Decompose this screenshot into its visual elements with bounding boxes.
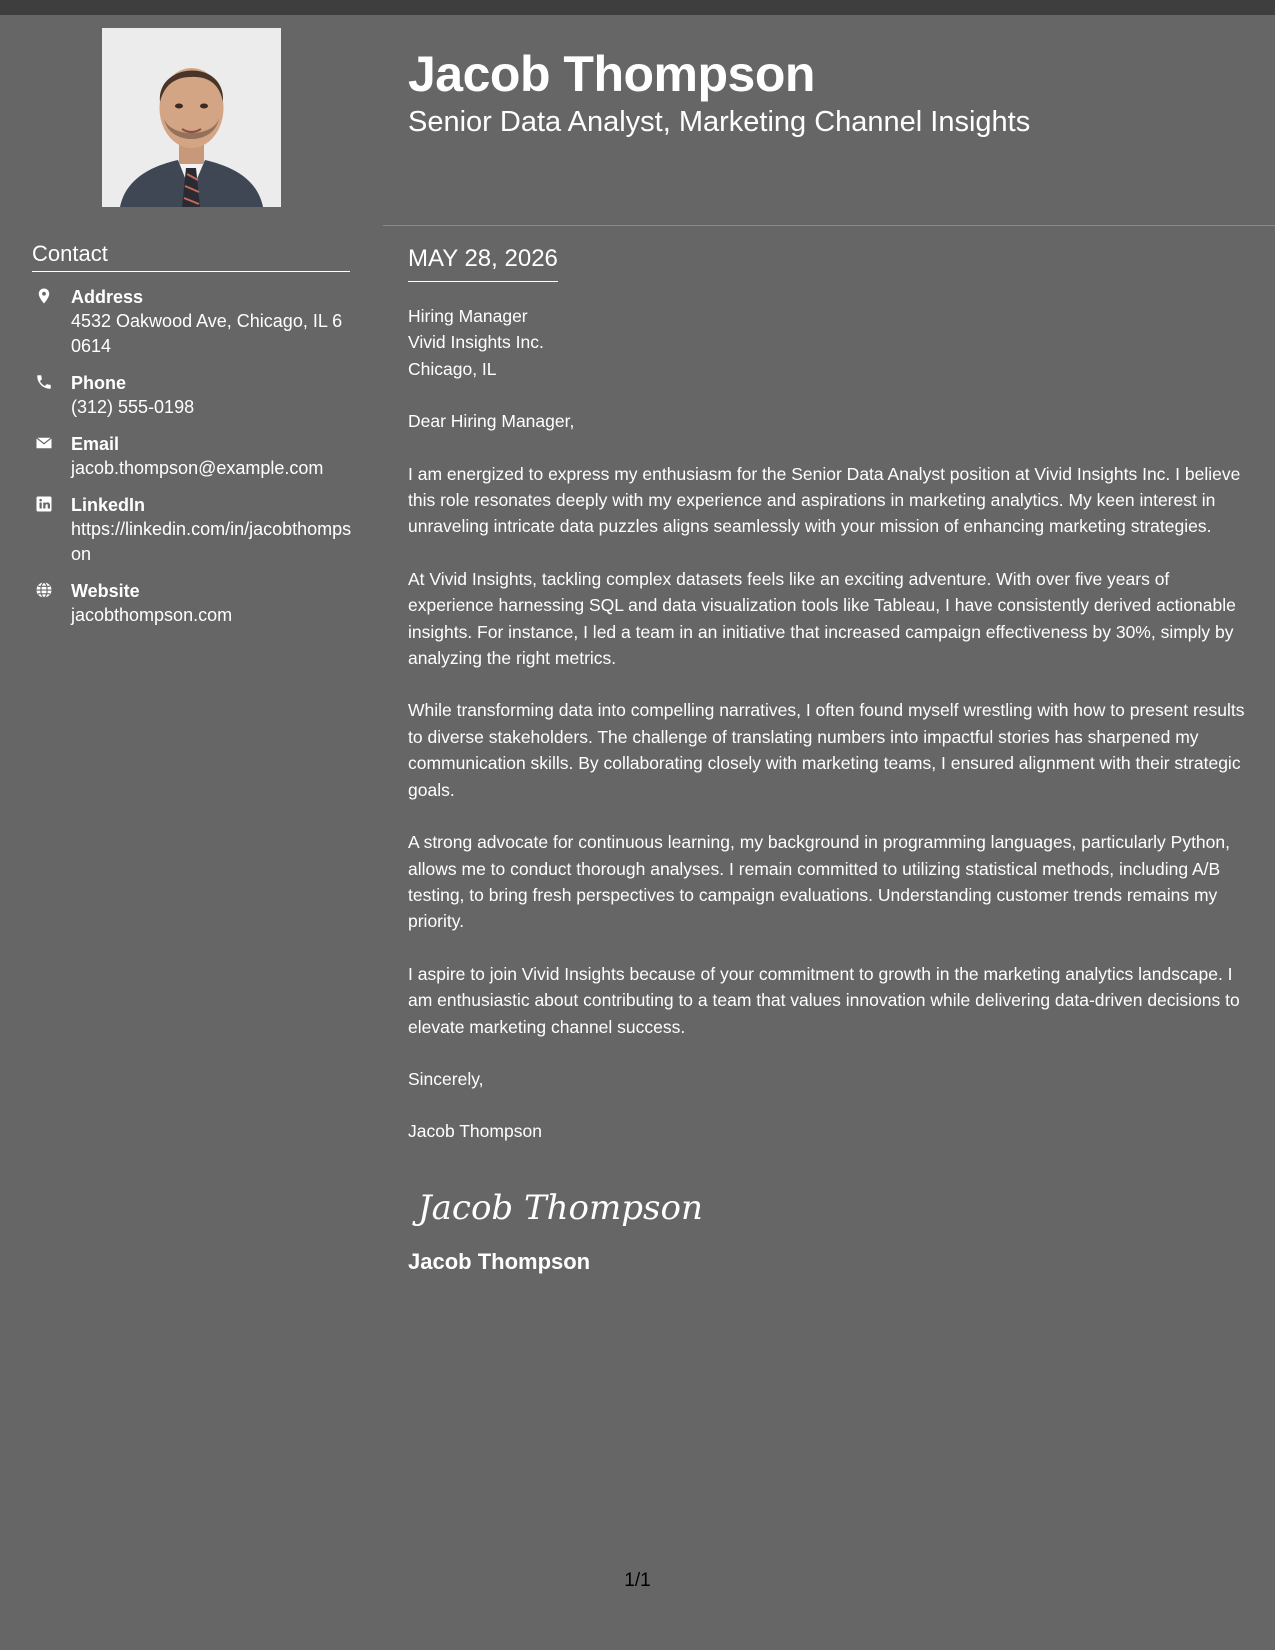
signoff-name: Jacob Thompson xyxy=(408,1121,542,1142)
letter-paragraph: While transforming data into compelling narratives, I often found myself wrestling with how to present results to diverse stakeholders. The challenge of translating numbers into impactful stories has sharpened my communication skills. By collaborating closely with marketing teams, I ensured alignment with their strategic goals. xyxy=(408,700,1245,800)
phone-icon xyxy=(35,373,53,391)
linkedin-value[interactable]: https://linkedin.com/in/jacobthompson xyxy=(71,519,352,564)
top-bar xyxy=(0,0,1275,15)
contact-label: LinkedIn xyxy=(71,495,146,515)
contact-label: Website xyxy=(71,581,140,601)
contact-item-website xyxy=(32,579,352,628)
address-value: 4532 Oakwood Ave, Chicago, IL 60614 xyxy=(71,311,343,356)
recipient-line: Chicago, IL xyxy=(408,358,497,379)
contact-label: Email xyxy=(71,434,120,454)
envelope-icon xyxy=(35,434,53,452)
recipient-line: Vivid Insights Inc. xyxy=(408,332,544,353)
signature-text: Jacob Thompson xyxy=(418,1187,703,1228)
recipient-line: Hiring Manager xyxy=(408,306,528,326)
handwritten-signature xyxy=(408,1171,703,1241)
profile-photo xyxy=(102,28,281,207)
phone-value[interactable]: (312) 555-0198 xyxy=(71,397,195,417)
candidate-name: Jacob Thompson xyxy=(408,46,815,102)
page-indicator: 1/1 xyxy=(624,1570,651,1591)
contact-item-email xyxy=(32,432,352,481)
contact-list xyxy=(32,285,352,640)
signature-name: Jacob Thompson xyxy=(408,1248,591,1274)
email-value[interactable]: jacob.thompson@example.com xyxy=(71,458,324,478)
map-pin-icon xyxy=(35,287,53,305)
profile-photo-illustration xyxy=(102,28,281,207)
contact-label: Phone xyxy=(71,373,127,393)
letter-paragraph: A strong advocate for continuous learning, my background in programming languages, particularly Python, allows me to conduct thorough analyses. I remain committed to utilizing statistical methods, including A/B testing, to bring fresh perspectives to campaign evaluations. Understanding customer trends remains my priority. xyxy=(408,832,1230,932)
globe-icon xyxy=(35,581,53,599)
contact-item-address xyxy=(32,285,352,359)
contact-heading: Contact xyxy=(32,240,350,272)
header-divider xyxy=(383,225,1275,226)
job-title: Senior Data Analyst, Marketing Channel Insights xyxy=(408,106,1031,138)
letter-body xyxy=(408,303,1248,1276)
recipient-block xyxy=(408,303,1248,382)
salutation: Dear Hiring Manager, xyxy=(408,411,575,432)
letter-paragraph: At Vivid Insights, tackling complex datasets feels like an exciting adventure. With over five years of experience harnessing SQL and data visualization tools like Tableau, I have consistently derived actionable insights. For instance, I led a team in an initiative that increased campaign effectiveness by 30%, simply by analyzing the right metrics. xyxy=(408,568,1236,669)
contact-item-phone xyxy=(32,371,352,420)
letter-paragraph: I aspire to join Vivid Insights because of your commitment to growth in the marketing analytics landscape. I am enthusiastic about contributing to a team that values innovation while delivering data-driven decisions to elevate marketing channel success. xyxy=(408,963,1240,1037)
website-value[interactable]: jacobthompson.com xyxy=(71,605,233,625)
closing: Sincerely, xyxy=(408,1068,484,1089)
contact-item-linkedin xyxy=(32,493,352,567)
letter-date: MAY 28, 2026 xyxy=(408,244,558,282)
contact-label: Address xyxy=(71,287,144,307)
linkedin-icon xyxy=(35,495,53,513)
letter-paragraph: I am energized to express my enthusiasm for the Senior Data Analyst position at Vivid Insights Inc. I believe this role resonates deeply with my experience and aspirations in marketing analytics. My keen interest in unraveling intricate data puzzles aligns seamlessly with your mission of enhancing marketing strategies. xyxy=(408,463,1241,537)
